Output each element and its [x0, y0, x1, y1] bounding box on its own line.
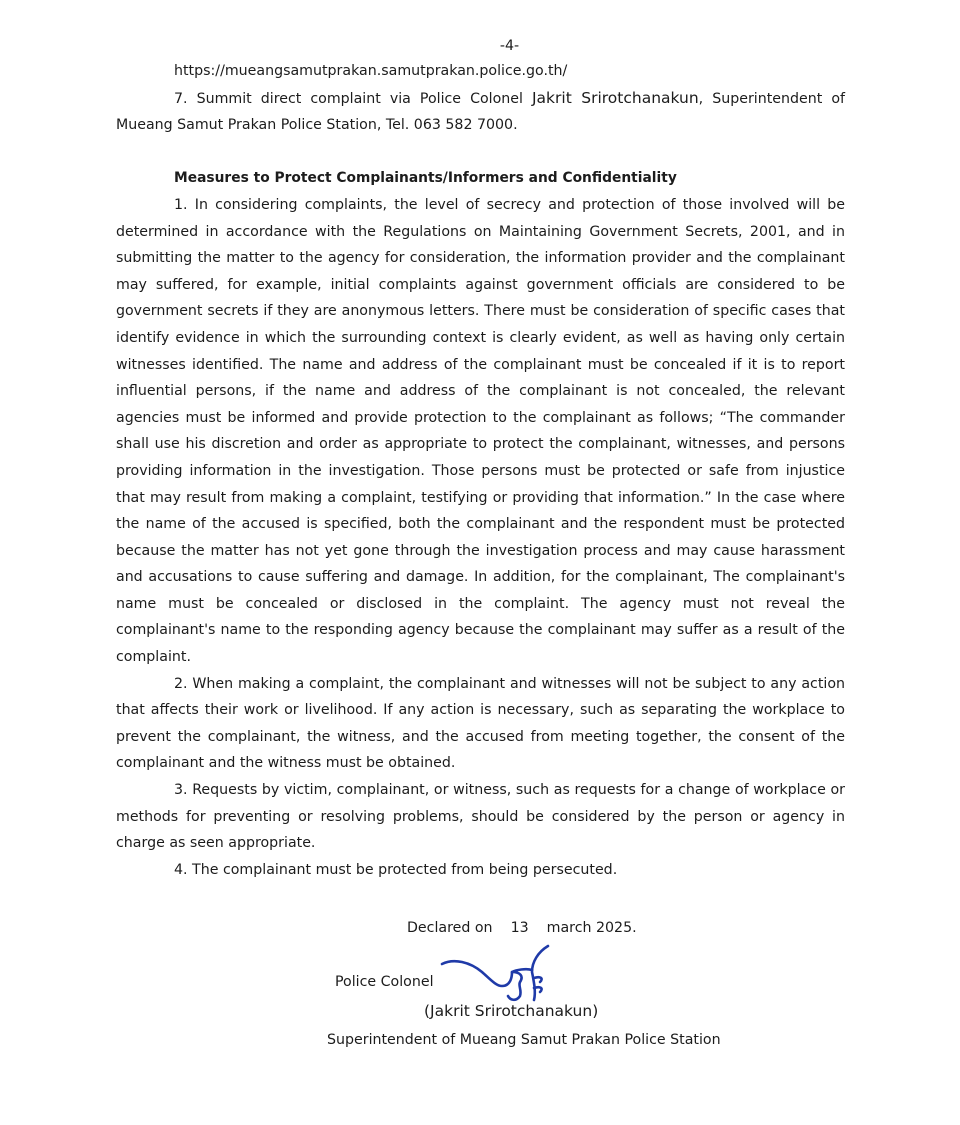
measure-paragraph-3: 3. Requests by victim, complainant, or witness, such as requests for a change of workplace or methods for preventing or resolving problems, should be considered by the person or agency in charge as seen appropriate.: [116, 782, 845, 852]
page-number: -4-: [499, 38, 520, 54]
signer-rank: Police Colonel: [335, 974, 434, 990]
website-url: https://mueangsamutprakan.samutprakan.police.go.th/: [174, 63, 568, 79]
section-heading: Measures to Protect Complainants/Informers and Confidentiality: [174, 170, 677, 187]
document-body: [116, 58, 845, 883]
measure-paragraph-4: 4. The complainant must be protected from being persecuted.: [174, 861, 618, 878]
signer-name: (Jakrit Srirotchanakun): [424, 1002, 599, 1020]
item-7-paragraph: [116, 85, 845, 139]
item-7-officer-name: Jakrit Srirotchanakun: [531, 88, 699, 107]
measure-paragraph-2: 2. When making a complaint, the complainant and witnesses will not be subject to any action that affects their work or livelihood. If any action is necessary, such as separating the workplace to prevent the complainant, the witness, and the accused from meeting together, the consent of the complainant and the witness must be obtained.: [116, 675, 845, 772]
item-7-suffix: , Superintendent of Mueang Samut Prakan Police Station, Tel. 063 582 7000.: [116, 90, 846, 134]
measure-paragraph-1: 1. In considering complaints, the level of secrecy and protection of those involved will be determined in accordance with the Regulations on Maintaining Government Secrets, 2001, and in submitting the matter to the agency for consideration, the information provider and the complainant may suffered, for example, initial complaints against government officials are considered to be government secrets if they are anonymous letters. There must be consideration of specific cases that identify evidence in which the surrounding context is clearly evident, as well as having only certain witnesses identified. The name and address of the complainant must be concealed if it is to report influential persons, if the name and address of the complainant is not concealed, the relevant agencies must be informed and provide protection to the complainant as follows; “The commander shall use his discretion and order as appropriate to protect the complainant, witnesses, and persons providing information in the investigation. Those persons must be protected or safe from injustice that may result from making a complaint, testifying or providing that information.” In the case where the name of the accused is specified, both the complainant and the respondent must be protected because the matter has not yet gone through the investigation process and may cause harassment and accusations to cause suffering and damage. In addition, for the complainant, The complainant's name must be concealed or disclosed in the complaint. The agency must not reveal the complainant's name to the responding agency because the complainant may suffer as a result of the complaint.: [116, 196, 845, 666]
declaration-date: Declared on 13 march 2025.: [407, 920, 637, 936]
signer-title: Superintendent of Mueang Samut Prakan Police Station: [327, 1032, 721, 1048]
item-7-prefix: 7. Summit direct complaint via Police Colonel: [174, 90, 532, 107]
